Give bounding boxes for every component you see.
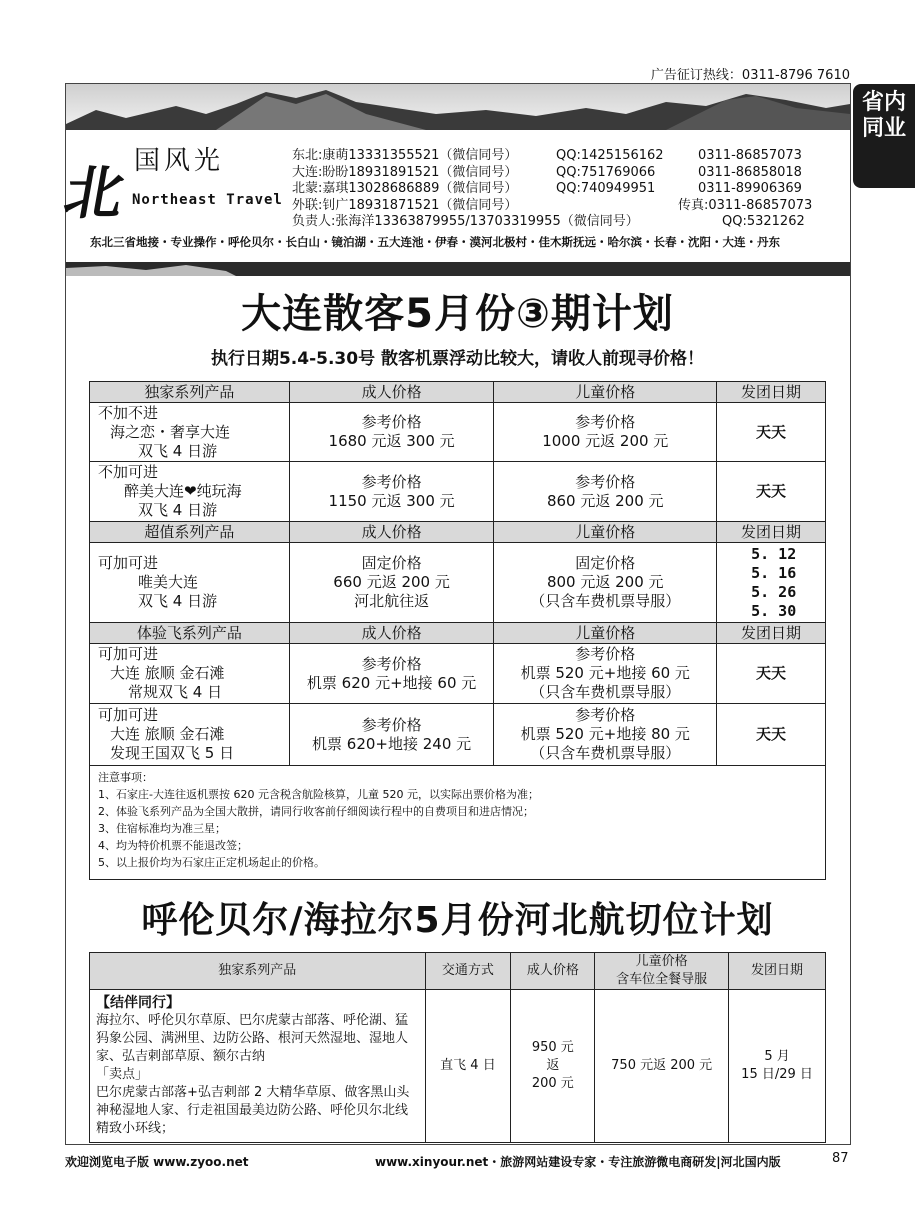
- child-price-cell: 750 元返 200 元: [595, 990, 729, 1143]
- price-type: 参考价格: [575, 472, 636, 491]
- note-item: 2、体验飞系列产品为全国大散拼，请同行收客前仔细阅读行程中的自费项目和进店情况；: [98, 805, 534, 818]
- mountain-banner-image: [66, 84, 850, 130]
- contact-row: [292, 181, 852, 198]
- product-cell: [90, 644, 290, 704]
- product-tag: 可加可进: [98, 554, 159, 572]
- contact-tel: 0311-89906369: [698, 181, 802, 196]
- section-title-hulunbuir: 呼伦贝尔/海拉尔5月份河北航切位计划: [141, 900, 774, 941]
- adult-price-cell: [289, 644, 494, 704]
- child-price-cell: [494, 704, 717, 766]
- header-adult: 成人价格: [289, 623, 494, 644]
- product-tag: 可加可进: [98, 706, 159, 724]
- price-type: 参考价格: [575, 706, 636, 724]
- contact-qq: QQ:751769066: [556, 164, 656, 180]
- child-price-cell: [494, 644, 717, 704]
- child-price-cell: [494, 462, 717, 522]
- header-child: [595, 953, 729, 990]
- header-transport: 交通方式: [425, 953, 511, 990]
- departure-date-cell: [729, 990, 826, 1143]
- contact-manager: 负责人:张海洋13363879955/13703319955（微信同号）: [292, 214, 639, 229]
- contact-name-phone: 东北:康萌13331355521（微信同号）: [292, 148, 518, 163]
- note-item: 5、以上报价均为石家庄正定机场起止的价格。: [98, 856, 325, 869]
- product-tag: 可加可进: [98, 645, 159, 663]
- price-note: （只含车费机票导服）: [530, 744, 681, 762]
- price-type: 参考价格: [575, 645, 636, 663]
- departure-date: 天天: [717, 462, 826, 522]
- price-value: 1150 元返 300 元: [328, 491, 455, 510]
- price-type: 参考价格: [361, 413, 422, 431]
- product-name: 醉美大连❤纯玩海: [124, 482, 242, 500]
- product-duration: 双飞 4 日游: [138, 592, 218, 610]
- product-cell: [90, 462, 290, 522]
- page-subtitle: 执行日期5.4-5.30号 散客机票浮动比较大，请收人前现寻价格！: [210, 349, 705, 369]
- price-type: 固定价格: [361, 554, 422, 572]
- logo-char: 北: [59, 159, 130, 227]
- header-date: 发团日期: [729, 953, 826, 990]
- price-type: 参考价格: [361, 472, 422, 491]
- logo-english: Northeast Travel: [132, 192, 283, 208]
- header-child: 儿童价格: [494, 382, 717, 403]
- dalian-price-table: [89, 381, 826, 766]
- adult-price-cell: [289, 403, 494, 462]
- departure-date: 5. 16: [751, 563, 797, 582]
- footer-ezine-link[interactable]: 欢迎浏览电子版 www.zyoo.net: [65, 1155, 249, 1169]
- header-product: 独家系列产品: [90, 953, 426, 990]
- page-title: 大连散客5月份③期计划: [241, 291, 674, 337]
- banner-divider: [66, 262, 850, 276]
- header-adult: 成人价格: [289, 522, 494, 543]
- header-product: 体验飞系列产品: [90, 623, 290, 644]
- header-child: 儿童价格: [494, 522, 717, 543]
- table-header-row: [90, 522, 826, 543]
- header-adult: 成人价格: [289, 382, 494, 403]
- route-list: 东北三省地接・专业操作・呼伦贝尔・长白山・镜泊湖・五大连池・伊春・漠河北极村・佳木斯抚远・哈尔滨・长春・沈阳・大连・丹东: [90, 235, 780, 249]
- header-product: 独家系列产品: [90, 382, 290, 403]
- departure-date: 天天: [717, 704, 826, 766]
- price-value: 1680 元返 300 元: [328, 432, 455, 450]
- product-highlights: 巴尔虎蒙古部落+弘吉剌部 2 大精华草原、做客黑山头神秘湿地人家、行走祖国最美边防公路、呼伦贝尔北线精致小环线；: [96, 1085, 410, 1136]
- contact-qq: QQ:1425156162: [556, 148, 664, 163]
- departure-date: 5. 12: [751, 544, 797, 563]
- table-row: [90, 644, 826, 704]
- ad-hotline: 广告征订热线：0311-8796 7610: [650, 68, 850, 83]
- header-date: 发团日期: [717, 522, 826, 543]
- header-child: 儿童价格: [494, 623, 717, 644]
- header-date: 发团日期: [717, 623, 826, 644]
- product-name: 海之恋・奢享大连: [110, 422, 231, 441]
- departure-date: 5. 30: [751, 601, 797, 620]
- product-name: 大连 旅顺 金石滩: [110, 725, 225, 743]
- contact-row: [292, 198, 852, 215]
- product-duration: 双飞 4 日游: [138, 441, 218, 460]
- child-price-cell: [494, 543, 717, 623]
- price-value: 860 元返 200 元: [546, 491, 664, 510]
- price-note: （只含车费机票导服）: [530, 683, 681, 701]
- product-tag: 不加不进: [98, 403, 159, 422]
- contact-fax: 传真:0311-86857073: [678, 197, 813, 213]
- note-item: 3、住宿标准均为准三星；: [98, 822, 226, 835]
- section-tab-line2: 同业: [861, 116, 906, 141]
- product-duration: 常规双飞 4 日: [128, 683, 223, 701]
- adult-price-cell: [289, 704, 494, 766]
- footer-slogan: www.xinyour.net・旅游网站建设专家・专注旅游微电商研发|河北国内版: [375, 1155, 781, 1169]
- product-cell: [90, 543, 290, 623]
- product-tag: 【结伴同行】: [96, 995, 180, 1011]
- adult-price-cell: [289, 543, 494, 623]
- price-note: 河北航往返: [354, 592, 430, 610]
- note-item: 1、石家庄-大连往返机票按 620 元含税含航险核算，儿童 520 元，以实际出票价格为准；: [98, 788, 539, 801]
- price-type: 参考价格: [575, 413, 636, 431]
- header-child-line2: 含车位全餐导服: [616, 972, 708, 987]
- contact-qq: QQ:740949951: [556, 181, 656, 196]
- adult-price-cell: [511, 990, 595, 1143]
- price-type: 固定价格: [575, 554, 636, 572]
- table-row: [90, 990, 826, 1143]
- product-tag: 不加可进: [98, 463, 159, 481]
- price-value: 800 元返 200 元: [546, 573, 664, 591]
- table-row: [90, 403, 826, 462]
- price-value: 950 元: [531, 1040, 574, 1055]
- contact-tel: 0311-86857073: [698, 148, 802, 163]
- price-value: 机票 620 元+地接 60 元: [306, 673, 477, 692]
- contact-row: [292, 165, 852, 182]
- table-header-row: [90, 623, 826, 644]
- header-child-line1: 儿童价格: [635, 954, 688, 969]
- product-duration: 双飞 4 日游: [138, 501, 218, 519]
- note-item: 4、均为特价机票不能退改签；: [98, 839, 248, 852]
- header-product: 超值系列产品: [90, 522, 290, 543]
- notes-box: [89, 765, 826, 880]
- transport-cell: 直飞 4 日: [425, 990, 511, 1143]
- departure-date: 天天: [717, 403, 826, 462]
- price-value: 机票 620+地接 240 元: [312, 734, 472, 753]
- table-row: [90, 704, 826, 766]
- product-name: 唯美大连: [138, 573, 199, 591]
- notes-title: 注意事项：: [98, 771, 153, 784]
- price-note: （只含车费机票导服）: [530, 592, 681, 610]
- price-value: 1000 元返 200 元: [542, 432, 669, 450]
- price-value: 660 元返 200 元: [333, 573, 450, 591]
- contact-row: [292, 148, 852, 165]
- price-rebate: 200 元: [531, 1076, 574, 1091]
- contact-tel: 0311-86858018: [698, 164, 802, 180]
- page-number: 87: [832, 1151, 849, 1166]
- table-row: [90, 462, 826, 522]
- departure-date: 5. 26: [751, 582, 797, 601]
- section-tab: [853, 84, 915, 188]
- contact-name-phone: 外联:钊广18931871521（微信同号）: [292, 197, 518, 213]
- contact-list: [292, 148, 852, 231]
- departure-dates: [717, 543, 826, 623]
- table-header-row: [90, 953, 826, 990]
- adult-price-cell: [289, 462, 494, 522]
- section-tab-line1: 省内: [861, 90, 906, 115]
- price-type: 参考价格: [361, 715, 422, 734]
- table-header-row: [90, 382, 826, 403]
- product-cell: [90, 704, 290, 766]
- product-cell: [90, 990, 426, 1143]
- departure-month: 5 月: [764, 1049, 790, 1064]
- product-highlight-label: 「卖点」: [96, 1067, 149, 1082]
- product-cell: [90, 403, 290, 462]
- price-rebate-label: 返: [546, 1058, 560, 1073]
- header-adult: 成人价格: [511, 953, 595, 990]
- product-duration: 发现王国双飞 5 日: [110, 744, 235, 762]
- price-type: 参考价格: [361, 654, 422, 673]
- logo-sub: 国风光: [134, 146, 225, 176]
- contact-qq: QQ:5321262: [722, 214, 805, 229]
- departure-date: 天天: [717, 644, 826, 704]
- product-name: 大连 旅顺 金石滩: [110, 664, 225, 682]
- contact-name-phone: 北蒙:嘉琪13028686889（微信同号）: [292, 181, 518, 196]
- price-value: 机票 520 元+地接 80 元: [520, 725, 690, 743]
- table-row: [90, 543, 826, 623]
- contact-name-phone: 大连:盼盼18931891521（微信同号）: [292, 164, 518, 180]
- product-itinerary: 海拉尔、呼伦贝尔草原、巴尔虎蒙古部落、呼伦湖、猛犸象公园、满洲里、边防公路、根河天然湿地、湿地人家、弘吉剌部草原、额尔古纳: [96, 1013, 409, 1064]
- price-value: 机票 520 元+地接 60 元: [520, 664, 690, 682]
- company-header: [59, 130, 850, 262]
- departure-days: 15 日/29 日: [741, 1067, 813, 1082]
- header-date: 发团日期: [717, 382, 826, 403]
- hulunbuir-price-table: [89, 952, 826, 1143]
- child-price-cell: [494, 403, 717, 462]
- contact-row: [292, 214, 852, 231]
